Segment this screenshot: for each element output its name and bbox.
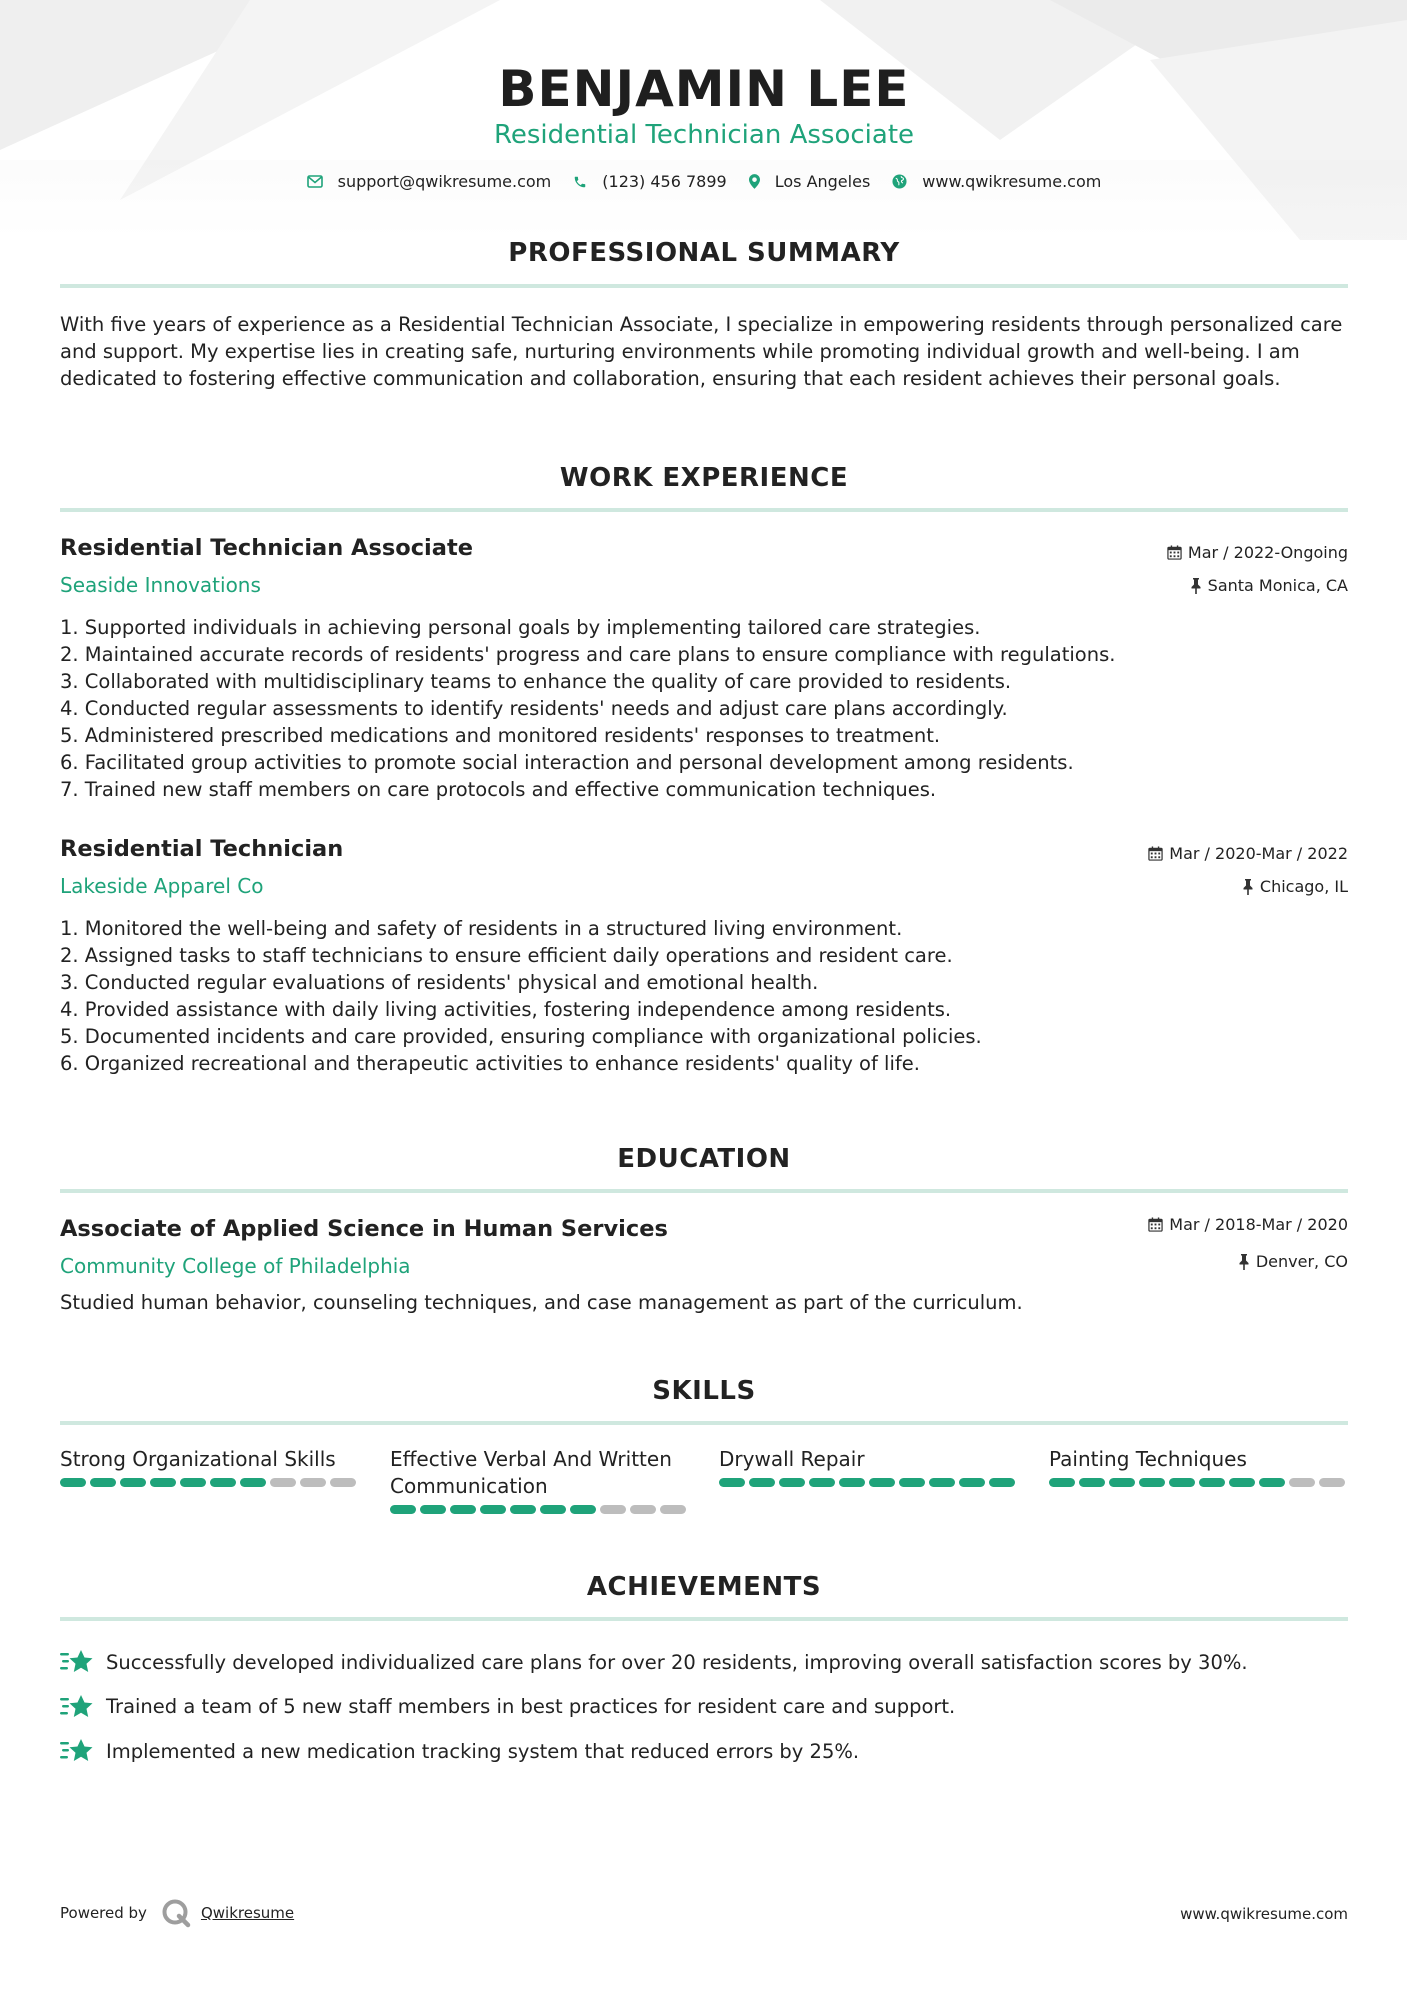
skill-level-segment	[929, 1478, 955, 1487]
skill-level-segment	[1259, 1478, 1285, 1487]
summary-heading: PROFESSIONAL SUMMARY	[508, 238, 900, 268]
phone-icon	[573, 175, 587, 189]
candidate-name: BENJAMIN LEE	[498, 60, 910, 118]
skill-level-segment	[630, 1505, 656, 1514]
skill-level-segment	[180, 1478, 206, 1487]
footer-website[interactable]: www.qwikresume.com	[1180, 1905, 1348, 1923]
skill-level-segment	[899, 1478, 925, 1487]
list-item: 7. Trained new staff members on care protocols and effective communication techniques.	[60, 778, 937, 801]
skill-level-segment	[660, 1505, 686, 1514]
location-pin-icon	[749, 174, 760, 189]
footer-powered-by	[60, 1898, 294, 1928]
job-location	[1242, 877, 1348, 896]
list-item	[60, 1685, 1348, 1730]
education-description: Studied human behavior, counseling techniques, and case management as part of the curriculum.	[60, 1291, 1023, 1314]
list-item: 1. Monitored the well-being and safety of residents in a structured living environment.	[60, 917, 903, 940]
skill-level-segment	[1319, 1478, 1345, 1487]
skill-level-segment	[1079, 1478, 1105, 1487]
job-title: Residential Technician	[60, 836, 344, 862]
skill-level-segment	[809, 1478, 835, 1487]
skill-level-segment	[1169, 1478, 1195, 1487]
job-title: Residential Technician Associate	[60, 535, 473, 561]
contact-email[interactable]	[307, 172, 552, 191]
email-icon	[307, 175, 323, 188]
pushpin-icon	[1242, 879, 1254, 895]
achievement-text: Implemented a new medication tracking system that reduced errors by 25%.	[106, 1739, 860, 1763]
list-item: 2. Assigned tasks to staff technicians to ensure efficient daily operations and resident care.	[60, 944, 953, 967]
contact-phone[interactable]	[573, 172, 726, 191]
education-divider	[60, 1189, 1348, 1193]
job-location-text: Santa Monica, CA	[1207, 576, 1348, 595]
skill-level-segment	[330, 1478, 356, 1487]
skill-level-segment	[240, 1478, 266, 1487]
education-dates	[1148, 1215, 1348, 1234]
skill-name: Painting Techniques	[1049, 1447, 1247, 1471]
calendar-icon	[1167, 545, 1182, 560]
skill-level-segment	[60, 1478, 86, 1487]
skill-name: Effective Verbal And Written Communication	[390, 1447, 672, 1498]
list-item: 6. Organized recreational and therapeutic activities to enhance residents' quality of life.	[60, 1052, 920, 1075]
globe-icon	[892, 174, 907, 189]
website-text: www.qwikresume.com	[922, 172, 1102, 191]
skills-heading: SKILLS	[652, 1376, 756, 1406]
contact-website[interactable]	[892, 172, 1101, 191]
skill-level-segment	[989, 1478, 1015, 1487]
calendar-icon	[1148, 1217, 1163, 1232]
job-company: Lakeside Apparel Co	[60, 874, 264, 898]
list-item: 1. Supported individuals in achieving personal goals by implementing tailored care strategies.	[60, 616, 981, 639]
calendar-icon	[1148, 846, 1163, 861]
skill-level-bar	[60, 1478, 360, 1487]
skill-level-segment	[420, 1505, 446, 1514]
skill-level-segment	[1109, 1478, 1135, 1487]
pushpin-icon	[1190, 578, 1202, 594]
experience-heading: WORK EXPERIENCE	[559, 463, 849, 493]
email-text: support@qwikresume.com	[337, 172, 552, 191]
skill-level-segment	[270, 1478, 296, 1487]
job-dates-text: Mar / 2022-Ongoing	[1187, 543, 1348, 562]
job-dates-text: Mar / 2020-Mar / 2022	[1169, 844, 1348, 863]
skill-item	[60, 1446, 360, 1487]
phone-text: (123) 456 7899	[602, 172, 727, 191]
list-item: 3. Conducted regular evaluations of residents' physical and emotional health.	[60, 971, 819, 994]
list-item: 6. Facilitated group activities to promote social interaction and personal development among residents.	[60, 751, 1074, 774]
skills-divider	[60, 1421, 1348, 1425]
star-achievement-icon	[60, 1694, 94, 1720]
list-item: 5. Administered prescribed medications and monitored residents' responses to treatment.	[60, 724, 941, 747]
skill-level-segment	[1289, 1478, 1315, 1487]
star-achievement-icon	[60, 1649, 94, 1675]
job-bullets	[60, 915, 1348, 1077]
summary-divider	[60, 284, 1348, 288]
list-item	[60, 1640, 1348, 1685]
skill-level-segment	[480, 1505, 506, 1514]
qwikresume-logo-icon	[161, 1898, 191, 1928]
education-school: Community College of Philadelphia	[60, 1254, 411, 1278]
skill-level-bar	[719, 1478, 1019, 1487]
education-heading: EDUCATION	[617, 1144, 791, 1174]
skill-level-segment	[570, 1505, 596, 1514]
list-item: 2. Maintained accurate records of residents' progress and care plans to ensure compliance with regulations.	[60, 643, 1116, 666]
skill-level-bar	[390, 1505, 690, 1514]
list-item: 4. Conducted regular assessments to identify residents' needs and adjust care plans accordingly.	[60, 697, 1008, 720]
job-location	[1190, 576, 1348, 595]
job-location-text: Chicago, IL	[1259, 877, 1348, 896]
skill-level-segment	[300, 1478, 326, 1487]
candidate-role: Residential Technician Associate	[493, 120, 915, 150]
skill-level-segment	[1139, 1478, 1165, 1487]
list-item: 5. Documented incidents and care provided, ensuring compliance with organizational policies.	[60, 1025, 982, 1048]
education-degree: Associate of Applied Science in Human Services	[60, 1216, 668, 1242]
list-item	[60, 1729, 1348, 1774]
skill-level-segment	[210, 1478, 236, 1487]
summary-text: With five years of experience as a Residential Technician Associate, I specialize in empowering residents through personalized care and support. My expertise lies in creating safe, nurturing environments while promoting individual growth and well-being. I am dedicated to fostering effective communication and collaboration, ensuring that each resident achieves their personal goals.	[60, 313, 1343, 390]
skill-name: Drywall Repair	[719, 1447, 865, 1471]
star-achievement-icon	[60, 1738, 94, 1764]
list-item: 3. Collaborated with multidisciplinary teams to enhance the quality of care provided to residents.	[60, 670, 1012, 693]
powered-by-label: Powered by	[60, 1904, 147, 1922]
skill-item	[390, 1446, 690, 1514]
achievement-text: Successfully developed individualized care plans for over 20 residents, improving overall satisfaction scores by 30%.	[106, 1650, 1248, 1674]
skill-level-segment	[450, 1505, 476, 1514]
skill-level-segment	[540, 1505, 566, 1514]
skill-item	[1049, 1446, 1349, 1487]
skill-item	[719, 1446, 1019, 1487]
skill-level-segment	[839, 1478, 865, 1487]
achievements-list	[60, 1640, 1348, 1774]
achievements-heading: ACHIEVEMENTS	[586, 1572, 822, 1602]
qwikresume-link[interactable]: Qwikresume	[200, 1904, 295, 1922]
list-item: 4. Provided assistance with daily living activities, fostering independence among residents.	[60, 998, 952, 1021]
pushpin-icon	[1238, 1254, 1250, 1270]
skill-level-segment	[150, 1478, 176, 1487]
achievements-divider	[60, 1617, 1348, 1621]
skill-level-segment	[120, 1478, 146, 1487]
skill-level-segment	[869, 1478, 895, 1487]
skill-level-bar	[1049, 1478, 1349, 1487]
skill-name: Strong Organizational Skills	[60, 1447, 336, 1471]
skill-level-segment	[90, 1478, 116, 1487]
contact-location	[749, 172, 871, 191]
skill-level-segment	[959, 1478, 985, 1487]
skill-level-segment	[719, 1478, 745, 1487]
skill-level-segment	[1229, 1478, 1255, 1487]
education-dates-text: Mar / 2018-Mar / 2020	[1169, 1215, 1348, 1234]
experience-divider	[60, 508, 1348, 512]
skill-level-segment	[390, 1505, 416, 1514]
skill-level-segment	[1049, 1478, 1075, 1487]
contact-bar	[60, 172, 1348, 191]
skill-level-segment	[600, 1505, 626, 1514]
education-location	[1238, 1252, 1348, 1271]
skill-level-segment	[779, 1478, 805, 1487]
job-dates	[1148, 844, 1348, 863]
job-dates	[1167, 543, 1348, 562]
skill-level-segment	[749, 1478, 775, 1487]
location-text: Los Angeles	[774, 172, 871, 191]
achievement-text: Trained a team of 5 new staff members in best practices for resident care and support.	[106, 1695, 956, 1719]
skill-level-segment	[1199, 1478, 1225, 1487]
job-company: Seaside Innovations	[60, 573, 261, 597]
education-location-text: Denver, CO	[1255, 1252, 1348, 1271]
skill-level-segment	[510, 1505, 536, 1514]
job-bullets	[60, 614, 1348, 803]
